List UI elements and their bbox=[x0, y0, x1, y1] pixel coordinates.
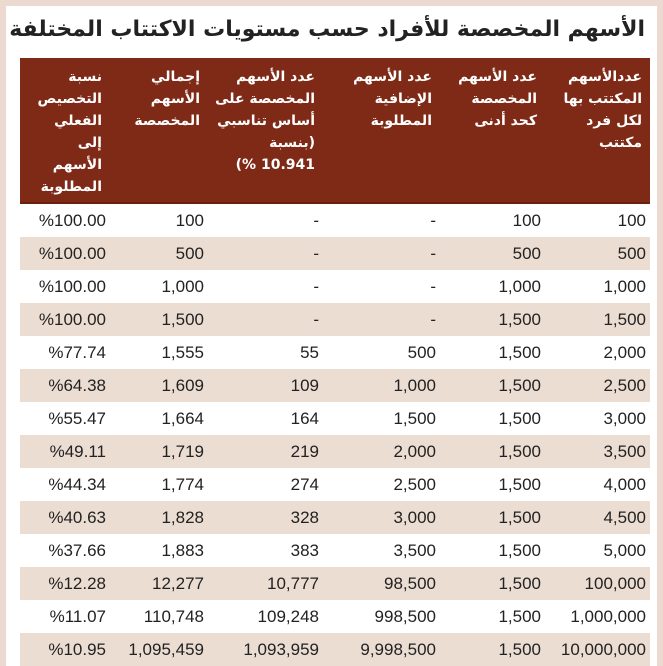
cell-minimum-allocated: 1,500 bbox=[440, 369, 545, 402]
cell-additional-requested: 98,500 bbox=[323, 567, 440, 600]
cell-total-allocated: 1,555 bbox=[161, 342, 204, 362]
cell-allocation-ratio: %40.63 bbox=[20, 501, 110, 534]
cell-minimum-allocated: 1,500 bbox=[498, 474, 541, 494]
cell-subscribed-shares: 2,500 bbox=[545, 369, 650, 402]
cell-allocation-ratio: %100.00 bbox=[20, 237, 110, 270]
cell-subscribed-shares: 10,000,000 bbox=[545, 633, 650, 666]
cell-total-allocated: 1,828 bbox=[110, 501, 208, 534]
content-panel bbox=[6, 6, 657, 666]
cell-minimum-allocated: 1,500 bbox=[498, 540, 541, 560]
header-additional-requested: عدد الأسهم الإضافية المطلوبة bbox=[323, 58, 440, 203]
cell-minimum-allocated: 1,500 bbox=[440, 633, 545, 666]
cell-subscribed-shares: 1,500 bbox=[545, 303, 650, 336]
cell-minimum-allocated: 1,500 bbox=[498, 342, 541, 362]
table-body bbox=[20, 203, 650, 666]
header-minimum-allocated: عدد الأسهم المخصصة كحد أدنى bbox=[440, 58, 545, 203]
cell-total-allocated: 500 bbox=[110, 237, 208, 270]
header-pro-rata-allocated: عدد الأسهم المخصصة على أساس تناسبي (بنسبة 10.941 %) bbox=[208, 58, 323, 203]
cell-minimum-allocated: 1,000 bbox=[498, 276, 541, 296]
cell-allocation-ratio: %44.34 bbox=[48, 474, 106, 494]
page-title: الأسهم المخصصة للأفراد حسب مستويات الاكتتاب المختلفة bbox=[9, 17, 645, 42]
cell-pro-rata-allocated: 109 bbox=[208, 369, 323, 402]
cell-minimum-allocated: 100 bbox=[512, 210, 541, 230]
cell-total-allocated: 1,883 bbox=[161, 540, 204, 560]
table-row bbox=[20, 402, 650, 435]
cell-pro-rata-allocated: - bbox=[208, 237, 323, 270]
cell-pro-rata-allocated: 274 bbox=[290, 474, 319, 494]
cell-minimum-allocated: 1,500 bbox=[498, 606, 541, 626]
cell-total-allocated: 100 bbox=[175, 210, 204, 230]
table-row bbox=[20, 303, 650, 336]
cell-allocation-ratio: %100.00 bbox=[38, 276, 106, 296]
cell-subscribed-shares: 100,000 bbox=[545, 567, 650, 600]
table-row bbox=[20, 203, 650, 237]
cell-pro-rata-allocated: - bbox=[313, 210, 319, 230]
cell-additional-requested: - bbox=[323, 237, 440, 270]
cell-allocation-ratio: %77.74 bbox=[48, 342, 106, 362]
cell-additional-requested: 2,000 bbox=[323, 435, 440, 468]
table-row bbox=[20, 468, 650, 501]
cell-additional-requested: - bbox=[323, 303, 440, 336]
cell-subscribed-shares: 100 bbox=[617, 210, 646, 230]
cell-allocation-ratio: %10.95 bbox=[20, 633, 110, 666]
table-row bbox=[20, 369, 650, 402]
table-row bbox=[20, 501, 650, 534]
cell-allocation-ratio: %100.00 bbox=[20, 303, 110, 336]
cell-pro-rata-allocated: - bbox=[313, 276, 319, 296]
cell-allocation-ratio: %11.07 bbox=[49, 606, 106, 626]
cell-pro-rata-allocated: 10,777 bbox=[208, 567, 323, 600]
cell-subscribed-shares: 3,500 bbox=[545, 435, 650, 468]
cell-additional-requested: 3,500 bbox=[393, 540, 436, 560]
cell-subscribed-shares: 4,500 bbox=[545, 501, 650, 534]
header-allocation-ratio: نسبة التخصيص الفعلي إلى الأسهم المطلوبة bbox=[20, 58, 110, 203]
cell-minimum-allocated: 500 bbox=[440, 237, 545, 270]
cell-pro-rata-allocated: 55 bbox=[300, 342, 319, 362]
table-row bbox=[20, 336, 650, 369]
cell-total-allocated: 110,748 bbox=[143, 606, 204, 626]
cell-total-allocated: 1,664 bbox=[161, 408, 204, 428]
cell-total-allocated: 1,000 bbox=[161, 276, 204, 296]
cell-pro-rata-allocated: 164 bbox=[290, 408, 319, 428]
cell-pro-rata-allocated: 328 bbox=[208, 501, 323, 534]
cell-pro-rata-allocated: 383 bbox=[290, 540, 319, 560]
cell-pro-rata-allocated: 219 bbox=[208, 435, 323, 468]
cell-total-allocated: 1,609 bbox=[110, 369, 208, 402]
cell-pro-rata-allocated: 109,248 bbox=[257, 606, 319, 626]
cell-minimum-allocated: 1,500 bbox=[498, 408, 541, 428]
cell-subscribed-shares: 5,000 bbox=[603, 540, 646, 560]
table-row bbox=[20, 435, 650, 468]
cell-minimum-allocated: 1,500 bbox=[440, 501, 545, 534]
table-row bbox=[20, 567, 650, 600]
cell-additional-requested: - bbox=[430, 210, 436, 230]
cell-allocation-ratio: %55.47 bbox=[48, 408, 106, 428]
header-subscribed-shares: عددالأسهم المكتتب بها لكل فرد مكتتب bbox=[545, 58, 650, 203]
cell-subscribed-shares: 3,000 bbox=[603, 408, 646, 428]
table-row bbox=[20, 270, 650, 303]
table-row bbox=[20, 237, 650, 270]
table-row bbox=[20, 633, 650, 666]
cell-subscribed-shares: 4,000 bbox=[603, 474, 646, 494]
cell-total-allocated: 1,500 bbox=[110, 303, 208, 336]
cell-subscribed-shares: 2,000 bbox=[603, 342, 646, 362]
cell-additional-requested: 500 bbox=[407, 342, 436, 362]
cell-additional-requested: 1,000 bbox=[323, 369, 440, 402]
cell-total-allocated: 12,277 bbox=[110, 567, 208, 600]
cell-minimum-allocated: 1,500 bbox=[440, 567, 545, 600]
table-row bbox=[20, 600, 650, 633]
header-total-allocated: إجمالي الأسهم المخصصة bbox=[110, 58, 208, 203]
cell-total-allocated: 1,719 bbox=[110, 435, 208, 468]
cell-total-allocated: 1,095,459 bbox=[110, 633, 208, 666]
table-header-row bbox=[20, 58, 650, 203]
cell-minimum-allocated: 1,500 bbox=[440, 435, 545, 468]
table-row bbox=[20, 534, 650, 567]
cell-pro-rata-allocated: 1,093,959 bbox=[208, 633, 323, 666]
cell-additional-requested: 3,000 bbox=[323, 501, 440, 534]
cell-allocation-ratio: %64.38 bbox=[20, 369, 110, 402]
cell-minimum-allocated: 1,500 bbox=[440, 303, 545, 336]
cell-additional-requested: 2,500 bbox=[393, 474, 436, 494]
allocation-table bbox=[20, 58, 650, 666]
cell-subscribed-shares: 1,000,000 bbox=[570, 606, 646, 626]
cell-additional-requested: 1,500 bbox=[393, 408, 436, 428]
cell-additional-requested: - bbox=[430, 276, 436, 296]
cell-additional-requested: 998,500 bbox=[374, 606, 436, 626]
cell-allocation-ratio: %49.11 bbox=[20, 435, 110, 468]
cell-pro-rata-allocated: - bbox=[208, 303, 323, 336]
cell-additional-requested: 9,998,500 bbox=[323, 633, 440, 666]
cell-total-allocated: 1,774 bbox=[161, 474, 204, 494]
cell-allocation-ratio: %100.00 bbox=[38, 210, 106, 230]
cell-subscribed-shares: 500 bbox=[545, 237, 650, 270]
cell-allocation-ratio: %12.28 bbox=[20, 567, 110, 600]
cell-allocation-ratio: %37.66 bbox=[48, 540, 106, 560]
cell-subscribed-shares: 1,000 bbox=[603, 276, 646, 296]
